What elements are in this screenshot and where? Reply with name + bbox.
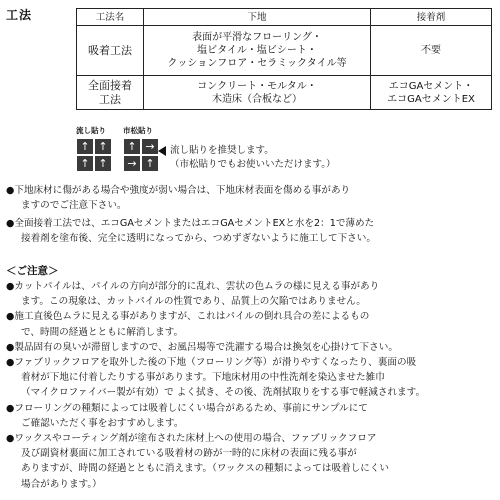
note-line: ●下地床材に傷がある場合や強度が弱い場合は、下地床材表面を傷める事があり [6, 185, 351, 196]
caution-line: 場合があります。） [21, 478, 102, 490]
adhesive-line: エコGAセメントEX [387, 93, 475, 105]
adhesive-cell: 不要 [371, 26, 492, 76]
arrow-up-icon: ↑ [95, 139, 111, 154]
caution-line: で、時間の経過とともに解消します。 [21, 326, 184, 338]
header-method: 工法名 [77, 9, 144, 26]
arrow-up-icon: ↑ [124, 139, 140, 154]
note-paragraph [6, 183, 350, 213]
caution-line: ●ワックスやコーティング剤が塗布された床材上への使用の場合、ファブリックフロア [6, 433, 377, 445]
caution-item [6, 355, 425, 401]
arrow-up-icon: ↑ [142, 156, 158, 171]
arrow-up-icon: ↑ [77, 156, 93, 171]
note-line: 接着剤を塗布後、完全に透明になってから、つめずぎないように施工して下さい。 [21, 233, 376, 245]
substrate-line: クッションフロア・セラミックタイル等 [167, 58, 347, 69]
arrow-right-icon: → [124, 156, 140, 171]
caution-line: ありますが、時間の経過とともに消えます。（ワックスの種類によっては吸着しにくい [21, 463, 390, 475]
substrate-cell [144, 76, 371, 110]
table-row [77, 26, 492, 76]
caution-list [6, 279, 425, 492]
caution-line: ●カットパイルは、パイルの方向が部分的に乱れ、雲状の色ムラの様に見える事があり [6, 281, 380, 292]
caution-item [6, 279, 425, 309]
caution-line: ます。この現象は、カットパイルの性質であり、品質上の欠陥ではありません。 [21, 296, 366, 308]
method-table [76, 8, 492, 110]
caution-item [6, 431, 425, 492]
substrate-cell [144, 26, 371, 76]
caution-line: ●施工直後色ムラに見える事がありますが、これはパイルの倒れ具合の差によるもの [6, 311, 370, 323]
checker-lay-label: 市松貼り [123, 126, 153, 135]
note-line: ●全面接着工法では、エコGAセメントまたはエコGAセメントEXと水を2：1で薄めた [6, 218, 375, 229]
note-line: ますのでご注意下さい。 [21, 200, 127, 212]
caution-line: ●ファブリックフロアを取外した後の下地（フローリング等）が滑りやすくなったり、裏面の吸 [6, 357, 417, 369]
method-cell: 吸着工法 [77, 26, 144, 76]
method-line: 工法 [99, 92, 121, 106]
arrow-up-icon: ↑ [95, 156, 111, 171]
arrow-up-icon: ↑ [77, 139, 93, 154]
substrate-line: 塩ビタイル・塩ビシート・ [197, 45, 317, 56]
table-row [77, 76, 492, 110]
arrow-right-icon: → [142, 139, 158, 154]
caution-item [6, 401, 425, 431]
header-adhesive: 接着剤 [371, 9, 492, 26]
adhesive-line: エコGAセメント・ [388, 80, 474, 92]
straight-lay-label: 流し貼り [76, 126, 106, 135]
caution-line: 着材が下地に付着したりする事があります。下地床材用の中性洗剤を染込ませた雑巾 [21, 372, 385, 384]
caution-item [6, 309, 425, 339]
substrate-line: 表面が平滑なフローリング・ [192, 32, 322, 43]
substrate-line: コンクリート・モルタル・ [197, 80, 317, 92]
recommend-line: 流し貼りを推奨します。 [170, 145, 274, 156]
pointer-triangle-icon [158, 146, 166, 156]
caution-line: ●製品固有の臭いが滞留しますので、お風呂場等で洗濯する場合は換気を心掛けて下さい。 [6, 341, 398, 353]
caution-line: 及び副資材裏面に加工されている吸着材の跡が一時的に床材の表面に残る事が [21, 448, 357, 460]
method-line: 全面接着 [88, 78, 132, 92]
recommendation-text [170, 144, 336, 172]
caution-line: （マイクロファイバー製が有効）で よく拭き、その後、洗剤拭取りをする事で軽減されます。 [21, 387, 426, 399]
caution-title: ＜ご注意＞ [6, 265, 59, 277]
substrate-line: 木造床（合板など） [212, 93, 302, 105]
section-title: 工法 [6, 8, 33, 22]
adhesive-cell [371, 76, 492, 110]
header-substrate: 下地 [144, 9, 371, 26]
caution-item [6, 340, 425, 355]
caution-line: ●フローリングの種類によっては吸着しにくい場合があるため、事前にサンプルにて [6, 402, 368, 414]
caution-line: ご確認いただく事をおすすめします。 [21, 417, 184, 429]
note-paragraph [6, 216, 376, 246]
recommend-line: （市松貼りでもお使いいただけます。） [170, 159, 336, 170]
table-header-row [77, 9, 492, 26]
method-cell [77, 76, 144, 110]
